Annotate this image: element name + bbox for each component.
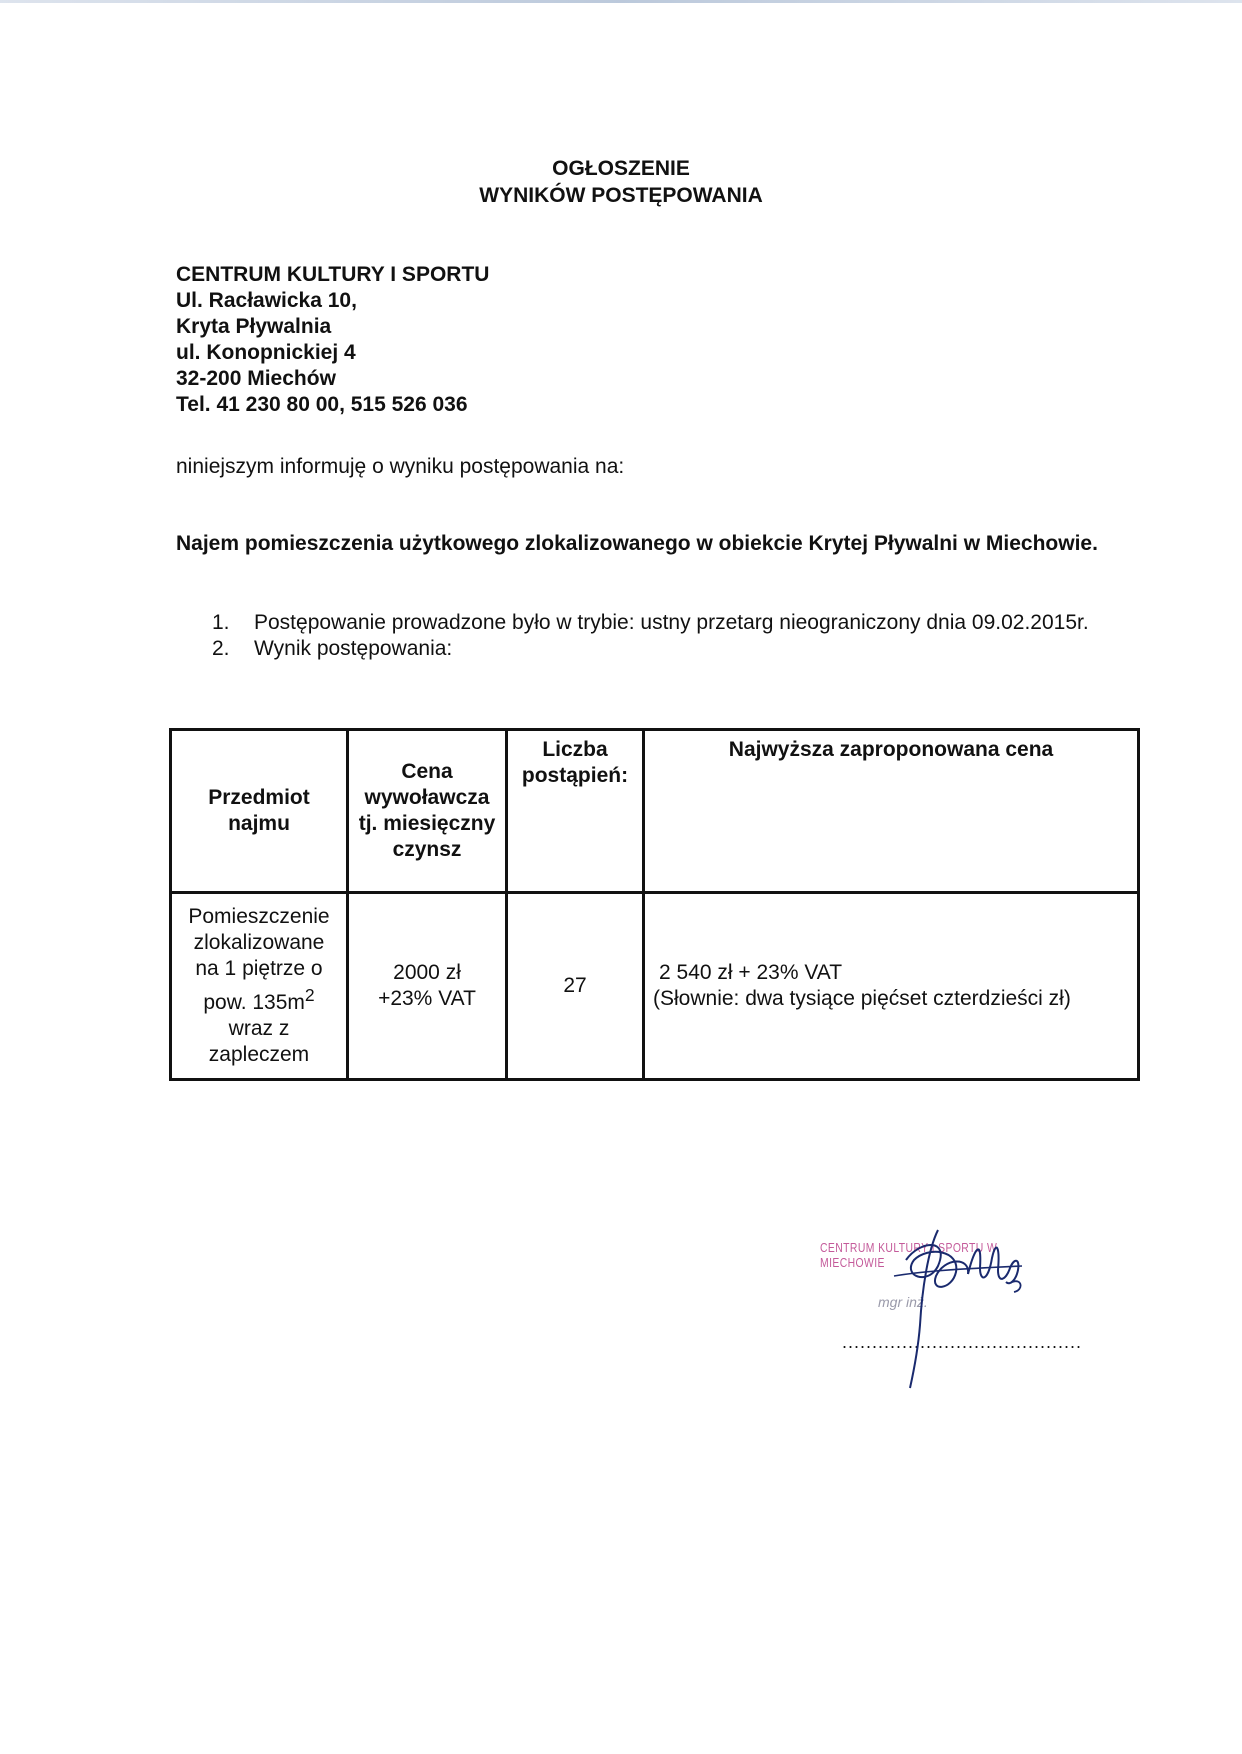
cell-subject xyxy=(171,893,348,1080)
cell-highest-amount: 2 540 zł + 23% VAT xyxy=(659,961,843,984)
subject-text: Najem pomieszczenia użytkowego zlokalizowanego w obiekcie Krytej Pływalni w Miechowie. xyxy=(176,532,1098,555)
table-header-row xyxy=(171,730,1139,893)
cell-price-vat: +23% VAT xyxy=(378,987,476,1010)
cell-count: 27 xyxy=(507,893,644,1080)
stamp-subtitle: mgr inż. xyxy=(878,1294,928,1310)
title-line-2: WYNIKÓW POSTĘPOWANIA xyxy=(479,184,763,207)
list-item xyxy=(212,610,1112,636)
cell-subject-text-end: wraz z zapleczem xyxy=(208,1017,310,1066)
header-highest: Najwyższa zaproponowana cena xyxy=(644,730,1139,893)
list-item-number: 2. xyxy=(212,637,230,660)
result-table xyxy=(169,728,1140,1081)
header-subject: Przedmiot najmu xyxy=(171,730,348,893)
list-item-text: Postępowanie prowadzone było w trybie: ustny przetarg nieograniczony dnia 09.02.2015r. xyxy=(254,611,1089,634)
org-address-1: Ul. Racławicka 10, xyxy=(176,289,357,312)
org-city: 32-200 Miechów xyxy=(176,367,336,390)
list-item-number: 1. xyxy=(212,611,230,634)
cell-price-amount: 2000 zł xyxy=(393,961,461,984)
numbered-list xyxy=(212,610,1112,662)
list-item-text: Wynik postępowania: xyxy=(254,637,453,660)
org-name: CENTRUM KULTURY I SPORTU xyxy=(176,263,490,286)
cell-highest xyxy=(644,893,1139,1080)
org-address-2: ul. Konopnickiej 4 xyxy=(176,341,356,364)
scan-top-edge xyxy=(0,0,1242,3)
signature-line: ........................................ xyxy=(842,1332,1083,1352)
document-title xyxy=(0,155,1242,209)
org-facility: Kryta Pływalnia xyxy=(176,315,332,338)
org-phone: Tel. 41 230 80 00, 515 526 036 xyxy=(176,393,468,416)
title-line-1: OGŁOSZENIE xyxy=(552,157,690,180)
cell-highest-words: (Słownie: dwa tysiące pięćset czterdzieści zł) xyxy=(653,987,1071,1010)
header-count: Liczba postąpień: xyxy=(507,730,644,893)
cell-price xyxy=(348,893,507,1080)
handwritten-signature xyxy=(810,1210,1110,1390)
stamp-text: CENTRUM KULTURY I SPORTU W MIECHOWIE xyxy=(820,1240,998,1270)
list-item xyxy=(212,636,1112,662)
cell-subject-text: Pomieszczenie zlokalizowane na 1 piętrze o pow. 135m xyxy=(188,905,330,1014)
signature-area xyxy=(810,1210,1110,1390)
intro-text: niniejszym informuję o wyniku postępowania na: xyxy=(176,455,625,478)
organization-block xyxy=(176,262,489,418)
cell-subject-superscript: 2 xyxy=(304,985,315,1005)
header-price: Cena wywoławcza tj. miesięczny czynsz xyxy=(348,730,507,893)
table-row xyxy=(171,893,1139,1080)
